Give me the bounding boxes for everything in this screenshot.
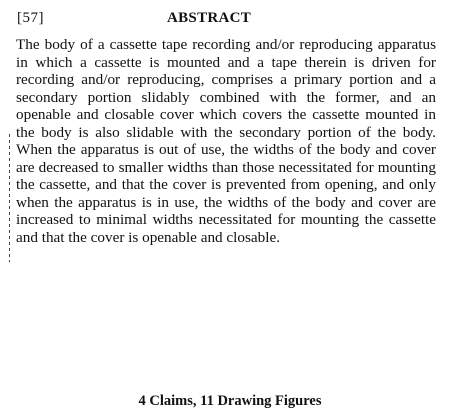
field-code: [57]	[17, 10, 44, 26]
abstract-header	[17, 8, 437, 32]
claims-summary: 4 Claims, 11 Drawing Figures	[138, 393, 322, 409]
margin-mark	[9, 134, 10, 262]
abstract-body: The body of a cassette tape recording and/or reproducing apparatus in which a cassette is mounted and a tape therein is driven for recording and/or reproducing, comprises a primary portion and a secondary portion slidably combined with the former, and an openable and closable cover which covers the cassette mounted in the body is also slidable with the secondary portion of the body. When the apparatus is out of use, the widths of the body and cover are decreased to smaller widths than those necessitated for mounting the cassette, and that the cover is prevented from opening, and only when the apparatus is in use, the widths of the body and cover are increased to minimal widths necessitated for mounting the cassette and that the cover is openable and closable.	[16, 36, 436, 246]
section-heading: ABSTRACT	[167, 10, 252, 26]
